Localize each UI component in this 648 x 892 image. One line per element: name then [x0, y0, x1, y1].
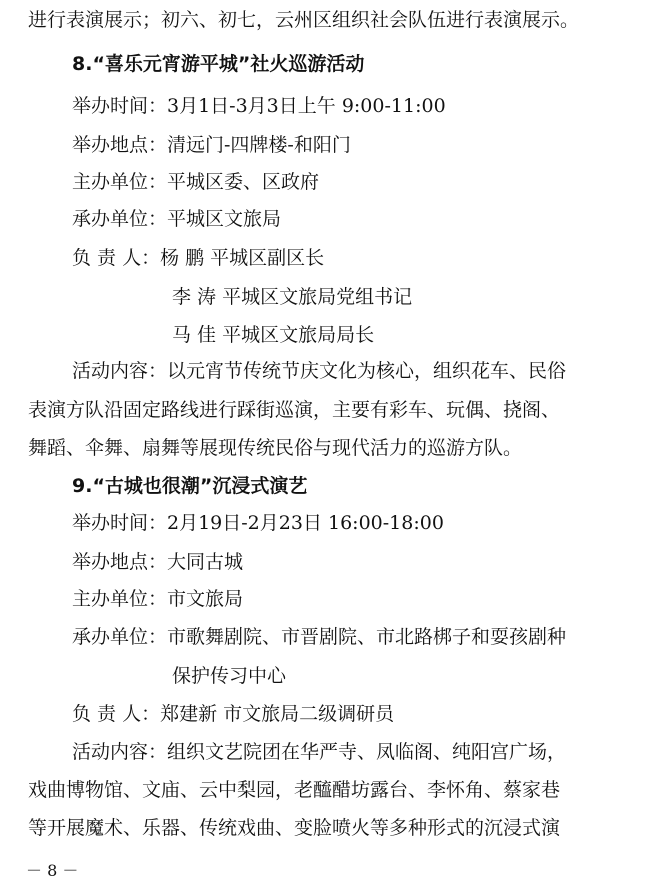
event-9-location: 举办地点：大同古城 [72, 551, 244, 573]
event-8-content-2: 表演方队沿固定路线进行踩街巡演，主要有彩车、玩偶、挠阁、 [28, 399, 561, 421]
event-8-time: 举办时间：3月1日-3月3日上午 9:00-11:00 [72, 95, 446, 117]
event-9-host: 主办单位：市文旅局 [72, 588, 244, 610]
event-8-location: 举办地点：清远门-四牌楼-和阳门 [72, 134, 351, 156]
event-8-responsible-2: 李 涛 平城区文旅局党组书记 [172, 286, 413, 308]
event-9-responsible: 负 责 人：郑建新 市文旅局二级调研员 [72, 703, 395, 725]
event-8-host: 主办单位：平城区委、区政府 [72, 171, 320, 193]
event-8-responsible-3: 马 佳 平城区文旅局局长 [172, 324, 375, 346]
event-9-content-3: 等开展魔术、乐器、传统戏曲、变脸喷火等多种形式的沉浸式演 [28, 817, 561, 839]
event-9-content-2: 戏曲博物馆、文庙、云中梨园，老醯醋坊露台、李怀角、蔡家巷 [28, 779, 561, 801]
event-8-content-3: 舞蹈、伞舞、扇舞等展现传统民俗与现代活力的巡游方队。 [28, 437, 523, 459]
event-8-organizer: 承办单位：平城区文旅局 [72, 208, 282, 230]
text-line-continuation: 进行表演展示；初六、初七，云州区组织社会队伍进行表演展示。 [28, 9, 580, 31]
event-9-organizer-2: 保护传习中心 [172, 665, 287, 687]
event-8-content-1: 活动内容：以元宵节传统节庆文化为核心，组织花车、民俗 [72, 360, 567, 382]
event-9-time: 举办时间：2月19日-2月23日 16:00-18:00 [72, 512, 444, 534]
section-heading-8: 8.“喜乐元宵游平城”社火巡游活动 [72, 53, 365, 75]
event-9-organizer-1: 承办单位：市歌舞剧院、市晋剧院、市北路梆子和耍孩剧种 [72, 626, 567, 648]
page-number: － 8 － [26, 861, 79, 880]
event-8-responsible-1: 负 责 人：杨 鹏 平城区副区长 [72, 247, 325, 269]
event-9-content-1: 活动内容：组织文艺院团在华严寺、凤临阁、纯阳宫广场， [72, 741, 567, 763]
section-heading-9: 9.“古城也很潮”沉浸式演艺 [72, 475, 308, 497]
